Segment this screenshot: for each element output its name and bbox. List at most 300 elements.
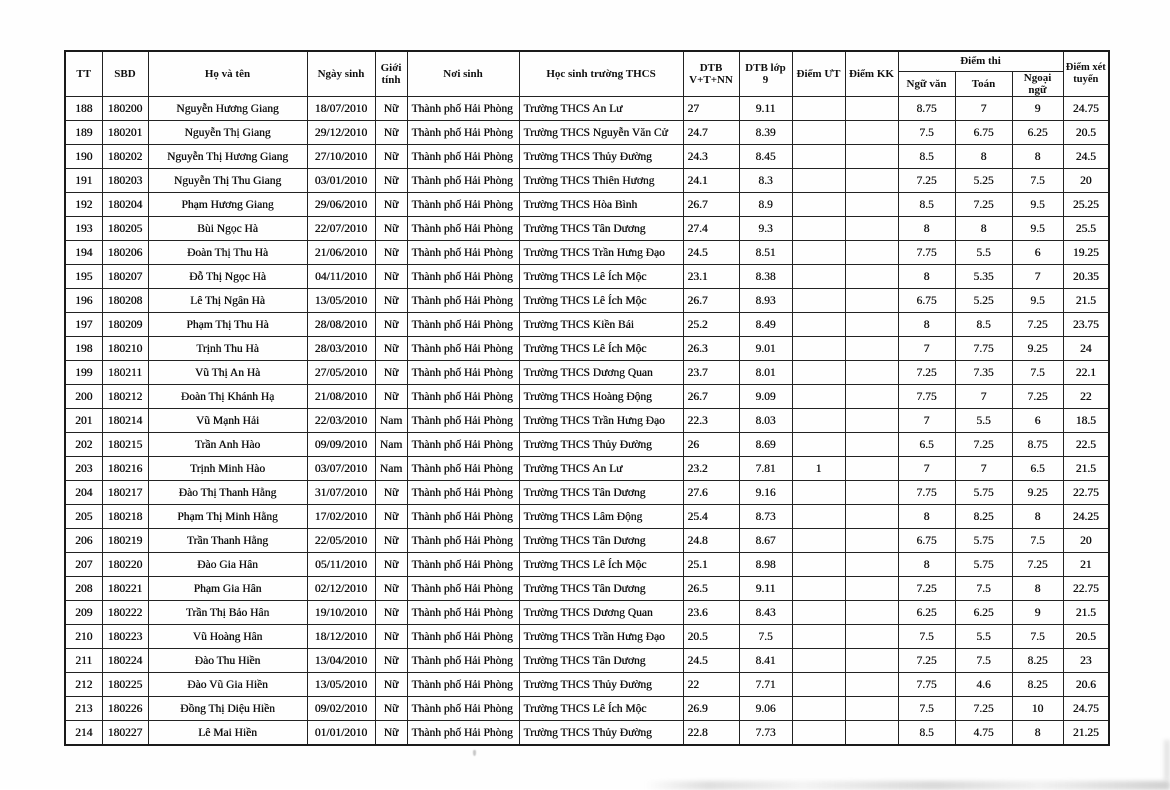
cell-ngay_sinh: 22/03/2010 (307, 409, 375, 433)
cell-sbd: 180205 (102, 217, 148, 241)
cell-diem_kk (845, 289, 898, 313)
cell-ngay_sinh: 04/11/2010 (307, 265, 375, 289)
cell-noi_sinh: Thành phố Hải Phòng (407, 241, 519, 265)
cell-toan: 8 (955, 145, 1012, 169)
cell-diem_xet_tuyen: 24 (1063, 337, 1109, 361)
cell-truong_thcs: Trường THCS Lê Ích Mộc (519, 289, 683, 313)
cell-dtb_lop_9: 8.03 (739, 409, 792, 433)
table-row (65, 601, 1109, 625)
cell-ho_va_ten: Nguyễn Thị Thu Giang (148, 169, 307, 193)
cell-diem_ut (792, 145, 845, 169)
cell-diem_xet_tuyen: 22.75 (1063, 577, 1109, 601)
cell-truong_thcs: Trường THCS Thủy Đường (519, 433, 683, 457)
cell-diem_xet_tuyen: 25.25 (1063, 193, 1109, 217)
cell-gioi_tinh: Nữ (375, 721, 407, 746)
cell-ho_va_ten: Đoàn Thị Khánh Hạ (148, 385, 307, 409)
cell-sbd: 180209 (102, 313, 148, 337)
cell-diem_kk (845, 217, 898, 241)
cell-diem_ut (792, 289, 845, 313)
cell-noi_sinh: Thành phố Hải Phòng (407, 289, 519, 313)
cell-sbd: 180221 (102, 577, 148, 601)
cell-ngay_sinh: 05/11/2010 (307, 553, 375, 577)
cell-dtb_vtnn: 26.5 (683, 577, 739, 601)
cell-diem_ut (792, 337, 845, 361)
cell-ngay_sinh: 03/01/2010 (307, 169, 375, 193)
cell-ngay_sinh: 18/07/2010 (307, 97, 375, 121)
cell-toan: 7.25 (955, 433, 1012, 457)
cell-ngoai_ngu: 7.25 (1012, 553, 1063, 577)
cell-ho_va_ten: Phạm Thị Thu Hà (148, 313, 307, 337)
cell-ho_va_ten: Phạm Hương Giang (148, 193, 307, 217)
cell-diem_ut (792, 121, 845, 145)
cell-toan: 5.5 (955, 409, 1012, 433)
cell-diem_xet_tuyen: 23 (1063, 649, 1109, 673)
cell-tt: 209 (65, 601, 102, 625)
cell-ngay_sinh: 22/05/2010 (307, 529, 375, 553)
cell-gioi_tinh: Nữ (375, 505, 407, 529)
cell-ngoai_ngu: 6.5 (1012, 457, 1063, 481)
header-diem-ut: Điểm ƯT (792, 51, 845, 97)
cell-diem_xet_tuyen: 21 (1063, 553, 1109, 577)
header-sbd: SBD (102, 51, 148, 97)
cell-diem_kk (845, 697, 898, 721)
cell-dtb_vtnn: 20.5 (683, 625, 739, 649)
cell-sbd: 180206 (102, 241, 148, 265)
header-dtb-lop-9: DTB lớp 9 (739, 51, 792, 97)
header-tt: TT (65, 51, 102, 97)
table-row (65, 193, 1109, 217)
cell-diem_ut (792, 553, 845, 577)
cell-toan: 7 (955, 385, 1012, 409)
cell-toan: 6.75 (955, 121, 1012, 145)
cell-ho_va_ten: Nguyễn Hương Giang (148, 97, 307, 121)
cell-ngu_van: 8 (898, 505, 955, 529)
cell-ngoai_ngu: 8 (1012, 505, 1063, 529)
cell-dtb_lop_9: 9.3 (739, 217, 792, 241)
cell-truong_thcs: Trường THCS Tân Dương (519, 529, 683, 553)
cell-sbd: 180204 (102, 193, 148, 217)
cell-noi_sinh: Thành phố Hải Phòng (407, 481, 519, 505)
cell-ho_va_ten: Đào Thu Hiền (148, 649, 307, 673)
cell-ngoai_ngu: 8.25 (1012, 673, 1063, 697)
cell-diem_xet_tuyen: 18.5 (1063, 409, 1109, 433)
cell-diem_kk (845, 601, 898, 625)
table-row (65, 121, 1109, 145)
cell-ngay_sinh: 21/06/2010 (307, 241, 375, 265)
cell-truong_thcs: Trường THCS Trần Hưng Đạo (519, 409, 683, 433)
cell-noi_sinh: Thành phố Hải Phòng (407, 529, 519, 553)
header-ngoai-ngu: Ngoại ngữ (1012, 71, 1063, 97)
cell-ngu_van: 7 (898, 337, 955, 361)
cell-diem_kk (845, 265, 898, 289)
cell-noi_sinh: Thành phố Hải Phòng (407, 337, 519, 361)
cell-ngu_van: 7.75 (898, 673, 955, 697)
cell-gioi_tinh: Nữ (375, 217, 407, 241)
cell-diem_ut (792, 169, 845, 193)
cell-diem_ut (792, 625, 845, 649)
cell-dtb_lop_9: 8.01 (739, 361, 792, 385)
cell-ngu_van: 7.5 (898, 625, 955, 649)
cell-sbd: 180223 (102, 625, 148, 649)
cell-gioi_tinh: Nữ (375, 673, 407, 697)
header-truong-thcs: Học sinh trường THCS (519, 51, 683, 97)
cell-noi_sinh: Thành phố Hải Phòng (407, 673, 519, 697)
cell-dtb_vtnn: 25.4 (683, 505, 739, 529)
table-row (65, 433, 1109, 457)
cell-dtb_lop_9: 7.5 (739, 625, 792, 649)
cell-ngay_sinh: 27/05/2010 (307, 361, 375, 385)
cell-dtb_vtnn: 22 (683, 673, 739, 697)
cell-tt: 208 (65, 577, 102, 601)
cell-noi_sinh: Thành phố Hải Phòng (407, 121, 519, 145)
cell-noi_sinh: Thành phố Hải Phòng (407, 433, 519, 457)
cell-diem_ut: 1 (792, 457, 845, 481)
cell-diem_kk (845, 625, 898, 649)
cell-ngu_van: 7.25 (898, 577, 955, 601)
cell-ho_va_ten: Nguyễn Thị Hương Giang (148, 145, 307, 169)
cell-ngoai_ngu: 6 (1012, 241, 1063, 265)
cell-truong_thcs: Trường THCS An Lư (519, 97, 683, 121)
cell-tt: 200 (65, 385, 102, 409)
cell-toan: 7.25 (955, 697, 1012, 721)
cell-ho_va_ten: Đỗ Thị Ngọc Hà (148, 265, 307, 289)
cell-sbd: 180210 (102, 337, 148, 361)
cell-ngay_sinh: 27/10/2010 (307, 145, 375, 169)
cell-tt: 202 (65, 433, 102, 457)
cell-diem_xet_tuyen: 25.5 (1063, 217, 1109, 241)
cell-toan: 5.25 (955, 169, 1012, 193)
cell-ngay_sinh: 21/08/2010 (307, 385, 375, 409)
cell-tt: 196 (65, 289, 102, 313)
cell-dtb_lop_9: 8.49 (739, 313, 792, 337)
scan-speck (473, 750, 476, 756)
cell-toan: 5.25 (955, 289, 1012, 313)
cell-ngay_sinh: 09/02/2010 (307, 697, 375, 721)
cell-diem_xet_tuyen: 20.6 (1063, 673, 1109, 697)
cell-tt: 193 (65, 217, 102, 241)
header-toan: Toán (955, 71, 1012, 97)
table-row (65, 145, 1109, 169)
cell-diem_kk (845, 361, 898, 385)
cell-dtb_lop_9: 8.98 (739, 553, 792, 577)
cell-diem_xet_tuyen: 24.75 (1063, 697, 1109, 721)
cell-gioi_tinh: Nữ (375, 577, 407, 601)
cell-tt: 189 (65, 121, 102, 145)
cell-ngu_van: 7.75 (898, 241, 955, 265)
cell-diem_kk (845, 169, 898, 193)
cell-ngoai_ngu: 8.25 (1012, 649, 1063, 673)
cell-truong_thcs: Trường THCS Thủy Đường (519, 145, 683, 169)
cell-ngay_sinh: 09/09/2010 (307, 433, 375, 457)
cell-gioi_tinh: Nữ (375, 361, 407, 385)
cell-ngay_sinh: 18/12/2010 (307, 625, 375, 649)
cell-truong_thcs: Trường THCS Tân Dương (519, 217, 683, 241)
cell-ngu_van: 8 (898, 313, 955, 337)
cell-gioi_tinh: Nam (375, 457, 407, 481)
cell-noi_sinh: Thành phố Hải Phòng (407, 313, 519, 337)
cell-ngoai_ngu: 7.25 (1012, 313, 1063, 337)
cell-noi_sinh: Thành phố Hải Phòng (407, 193, 519, 217)
cell-dtb_vtnn: 24.5 (683, 649, 739, 673)
cell-ngu_van: 7.75 (898, 481, 955, 505)
cell-diem_ut (792, 265, 845, 289)
cell-sbd: 180219 (102, 529, 148, 553)
cell-ho_va_ten: Trịnh Minh Hào (148, 457, 307, 481)
cell-dtb_lop_9: 8.51 (739, 241, 792, 265)
cell-noi_sinh: Thành phố Hải Phòng (407, 577, 519, 601)
cell-noi_sinh: Thành phố Hải Phòng (407, 385, 519, 409)
cell-truong_thcs: Trường THCS Trần Hưng Đạo (519, 625, 683, 649)
results-table (64, 50, 1110, 746)
cell-ho_va_ten: Lê Mai Hiền (148, 721, 307, 746)
cell-tt: 194 (65, 241, 102, 265)
cell-tt: 197 (65, 313, 102, 337)
cell-diem_kk (845, 649, 898, 673)
cell-toan: 5.75 (955, 529, 1012, 553)
cell-sbd: 180222 (102, 601, 148, 625)
cell-noi_sinh: Thành phố Hải Phòng (407, 361, 519, 385)
cell-ho_va_ten: Nguyễn Thị Giang (148, 121, 307, 145)
cell-gioi_tinh: Nữ (375, 553, 407, 577)
cell-ngoai_ngu: 9.5 (1012, 217, 1063, 241)
table-row (65, 97, 1109, 121)
cell-sbd: 180218 (102, 505, 148, 529)
cell-dtb_vtnn: 24.8 (683, 529, 739, 553)
header-diem-thi: Điểm thi (898, 51, 1063, 71)
cell-ngay_sinh: 22/07/2010 (307, 217, 375, 241)
table-row (65, 217, 1109, 241)
cell-gioi_tinh: Nữ (375, 97, 407, 121)
cell-ngu_van: 8 (898, 265, 955, 289)
cell-gioi_tinh: Nữ (375, 481, 407, 505)
cell-sbd: 180226 (102, 697, 148, 721)
table-row (65, 673, 1109, 697)
cell-toan: 8 (955, 217, 1012, 241)
cell-ho_va_ten: Trịnh Thu Hà (148, 337, 307, 361)
cell-tt: 206 (65, 529, 102, 553)
cell-diem_xet_tuyen: 23.75 (1063, 313, 1109, 337)
cell-sbd: 180216 (102, 457, 148, 481)
cell-diem_xet_tuyen: 20.5 (1063, 625, 1109, 649)
cell-diem_kk (845, 553, 898, 577)
cell-dtb_vtnn: 26.3 (683, 337, 739, 361)
header-noi-sinh: Nơi sinh (407, 51, 519, 97)
cell-ho_va_ten: Bùi Ngọc Hà (148, 217, 307, 241)
table-row (65, 337, 1109, 361)
cell-dtb_vtnn: 23.6 (683, 601, 739, 625)
cell-diem_ut (792, 361, 845, 385)
cell-ngoai_ngu: 6.25 (1012, 121, 1063, 145)
table-row (65, 625, 1109, 649)
cell-gioi_tinh: Nữ (375, 601, 407, 625)
cell-dtb_lop_9: 9.11 (739, 97, 792, 121)
cell-ngu_van: 6.75 (898, 289, 955, 313)
cell-diem_xet_tuyen: 24.25 (1063, 505, 1109, 529)
cell-diem_kk (845, 241, 898, 265)
cell-diem_ut (792, 433, 845, 457)
cell-truong_thcs: Trường THCS Lê Ích Mộc (519, 697, 683, 721)
header-gioi-tinh: Giới tính (375, 51, 407, 97)
cell-toan: 7 (955, 457, 1012, 481)
cell-truong_thcs: Trường THCS Lê Ích Mộc (519, 553, 683, 577)
cell-truong_thcs: Trường THCS Kiền Bái (519, 313, 683, 337)
cell-ngoai_ngu: 8 (1012, 577, 1063, 601)
cell-tt: 210 (65, 625, 102, 649)
cell-ngay_sinh: 29/12/2010 (307, 121, 375, 145)
cell-truong_thcs: Trường THCS An Lư (519, 457, 683, 481)
cell-tt: 211 (65, 649, 102, 673)
cell-truong_thcs: Trường THCS Thủy Đường (519, 673, 683, 697)
cell-ho_va_ten: Vũ Mạnh Hải (148, 409, 307, 433)
cell-dtb_lop_9: 8.9 (739, 193, 792, 217)
cell-toan: 5.5 (955, 241, 1012, 265)
table-row (65, 313, 1109, 337)
cell-ngu_van: 7.25 (898, 649, 955, 673)
cell-ngoai_ngu: 7 (1012, 265, 1063, 289)
cell-tt: 212 (65, 673, 102, 697)
cell-truong_thcs: Trường THCS Tân Dương (519, 577, 683, 601)
cell-ngu_van: 8.5 (898, 721, 955, 746)
cell-dtb_vtnn: 26.9 (683, 697, 739, 721)
cell-ngoai_ngu: 8 (1012, 721, 1063, 746)
cell-diem_kk (845, 721, 898, 746)
cell-diem_xet_tuyen: 20 (1063, 529, 1109, 553)
cell-ngoai_ngu: 7.25 (1012, 385, 1063, 409)
cell-sbd: 180208 (102, 289, 148, 313)
cell-diem_ut (792, 505, 845, 529)
table-row (65, 505, 1109, 529)
cell-toan: 8.5 (955, 313, 1012, 337)
cell-dtb_vtnn: 24.1 (683, 169, 739, 193)
cell-diem_xet_tuyen: 21.5 (1063, 457, 1109, 481)
cell-diem_xet_tuyen: 22.75 (1063, 481, 1109, 505)
cell-gioi_tinh: Nữ (375, 337, 407, 361)
cell-truong_thcs: Trường THCS Thủy Đường (519, 721, 683, 746)
cell-ngu_van: 8.5 (898, 193, 955, 217)
table-header (65, 51, 1109, 97)
cell-ho_va_ten: Đoàn Thị Thu Hà (148, 241, 307, 265)
cell-toan: 7.35 (955, 361, 1012, 385)
cell-truong_thcs: Trường THCS Tân Dương (519, 481, 683, 505)
cell-tt: 190 (65, 145, 102, 169)
cell-ngoai_ngu: 7.5 (1012, 529, 1063, 553)
cell-tt: 201 (65, 409, 102, 433)
cell-ngu_van: 8 (898, 553, 955, 577)
cell-dtb_vtnn: 23.2 (683, 457, 739, 481)
cell-ngay_sinh: 31/07/2010 (307, 481, 375, 505)
cell-ngay_sinh: 17/02/2010 (307, 505, 375, 529)
cell-dtb_lop_9: 9.01 (739, 337, 792, 361)
cell-dtb_lop_9: 8.45 (739, 145, 792, 169)
cell-tt: 205 (65, 505, 102, 529)
cell-dtb_vtnn: 26.7 (683, 289, 739, 313)
cell-sbd: 180203 (102, 169, 148, 193)
cell-truong_thcs: Trường THCS Hoàng Động (519, 385, 683, 409)
cell-diem_ut (792, 673, 845, 697)
table-row (65, 697, 1109, 721)
cell-diem_kk (845, 145, 898, 169)
cell-toan: 4.6 (955, 673, 1012, 697)
cell-diem_ut (792, 601, 845, 625)
cell-truong_thcs: Trường THCS Lê Ích Mộc (519, 337, 683, 361)
cell-diem_xet_tuyen: 24.5 (1063, 145, 1109, 169)
cell-toan: 7.5 (955, 577, 1012, 601)
cell-tt: 195 (65, 265, 102, 289)
cell-diem_kk (845, 505, 898, 529)
cell-sbd: 180212 (102, 385, 148, 409)
cell-ngay_sinh: 13/05/2010 (307, 673, 375, 697)
cell-gioi_tinh: Nữ (375, 241, 407, 265)
cell-dtb_lop_9: 8.43 (739, 601, 792, 625)
cell-dtb_vtnn: 22.3 (683, 409, 739, 433)
cell-ho_va_ten: Trần Thanh Hằng (148, 529, 307, 553)
cell-diem_kk (845, 433, 898, 457)
cell-toan: 7 (955, 97, 1012, 121)
header-ngay-sinh: Ngày sinh (307, 51, 375, 97)
cell-dtb_lop_9: 8.39 (739, 121, 792, 145)
cell-tt: 214 (65, 721, 102, 746)
cell-noi_sinh: Thành phố Hải Phòng (407, 217, 519, 241)
cell-ngu_van: 7 (898, 457, 955, 481)
cell-diem_kk (845, 313, 898, 337)
cell-dtb_lop_9: 8.3 (739, 169, 792, 193)
cell-dtb_vtnn: 26.7 (683, 193, 739, 217)
cell-diem_kk (845, 529, 898, 553)
cell-ngay_sinh: 19/10/2010 (307, 601, 375, 625)
cell-ngu_van: 7.25 (898, 361, 955, 385)
cell-dtb_vtnn: 24.5 (683, 241, 739, 265)
cell-dtb_vtnn: 26 (683, 433, 739, 457)
cell-dtb_vtnn: 25.1 (683, 553, 739, 577)
table-row (65, 241, 1109, 265)
cell-diem_kk (845, 577, 898, 601)
cell-dtb_vtnn: 27.4 (683, 217, 739, 241)
cell-ho_va_ten: Đồng Thị Diệu Hiền (148, 697, 307, 721)
cell-noi_sinh: Thành phố Hải Phòng (407, 145, 519, 169)
table-row (65, 409, 1109, 433)
cell-diem_kk (845, 457, 898, 481)
cell-gioi_tinh: Nữ (375, 145, 407, 169)
cell-gioi_tinh: Nữ (375, 625, 407, 649)
cell-ho_va_ten: Vũ Thị An Hà (148, 361, 307, 385)
cell-dtb_vtnn: 24.7 (683, 121, 739, 145)
cell-diem_ut (792, 529, 845, 553)
cell-diem_kk (845, 97, 898, 121)
cell-sbd: 180201 (102, 121, 148, 145)
cell-diem_kk (845, 673, 898, 697)
cell-diem_ut (792, 217, 845, 241)
cell-ngay_sinh: 03/07/2010 (307, 457, 375, 481)
cell-gioi_tinh: Nữ (375, 697, 407, 721)
cell-truong_thcs: Trường THCS Dương Quan (519, 361, 683, 385)
cell-sbd: 180200 (102, 97, 148, 121)
cell-sbd: 180227 (102, 721, 148, 746)
cell-ngoai_ngu: 9.5 (1012, 193, 1063, 217)
table-row (65, 721, 1109, 746)
cell-noi_sinh: Thành phố Hải Phòng (407, 409, 519, 433)
cell-diem_ut (792, 193, 845, 217)
cell-ngu_van: 6.75 (898, 529, 955, 553)
cell-sbd: 180215 (102, 433, 148, 457)
cell-diem_ut (792, 721, 845, 746)
table-row (65, 577, 1109, 601)
cell-truong_thcs: Trường THCS Dương Quan (519, 601, 683, 625)
cell-gioi_tinh: Nữ (375, 289, 407, 313)
cell-ngay_sinh: 01/01/2010 (307, 721, 375, 746)
cell-sbd: 180207 (102, 265, 148, 289)
cell-truong_thcs: Trường THCS Tân Dương (519, 649, 683, 673)
header-ngu-van: Ngữ văn (898, 71, 955, 97)
